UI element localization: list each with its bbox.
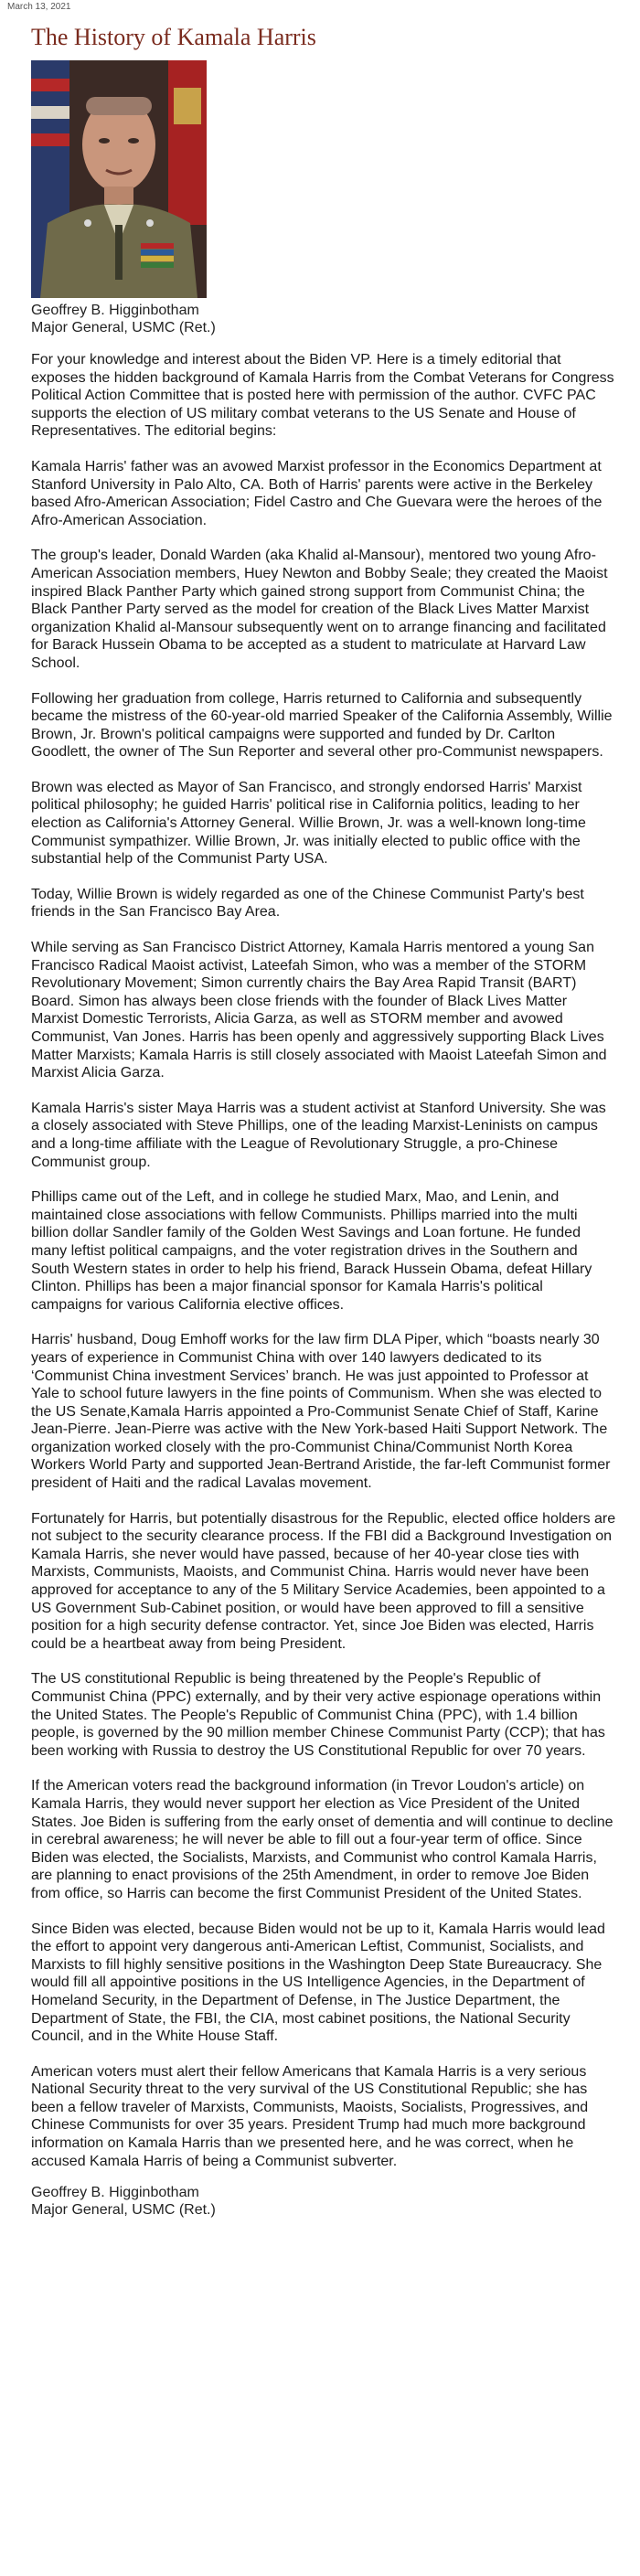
post-date: March 13, 2021: [7, 2, 71, 12]
paragraph: For your knowledge and interest about the Biden VP. Here is a timely editorial that exposes the hidden background of Kamala Harris from the Combat Veterans for Congress Political Action Committee that is posted here with permission of the author. CVFC PAC supports the election of US military combat veterans to the US Senate and House of Representatives. The editorial begins:: [31, 352, 614, 440]
paragraph: Kamala Harris' father was an avowed Marxist professor in the Economics Department at Stanford University in Palo Alto, CA. Both of Harris' parents were active in the Berkeley based Afro-American Association; Fidel Castro and Che Guevara were the heroes of the Afro-American Association.: [31, 458, 603, 528]
paragraph: American voters must alert their fellow Americans that Kamala Harris is a very serious National Security threat to the very survival of the US Constitutional Republic; she has been a fellow traveler of Marxists, Communists, Maoists, Socialists, Progressives, and Chinese Communists for over 35 years. President Trump had much more background information on Kamala Harris than we presented here, and he was correct, when he accused Kamala Harris of being a Communist subverter.: [31, 2063, 589, 2169]
paragraph: Fortunately for Harris, but potentially disastrous for the Republic, elected office holders are not subject to the security clearance process. If the FBI did a Background Investigation on Kamala Harris, she never would have passed, because of her 40-year close ties with Marxists, Communists, Maoists, and Communist China. Harris would never have been approved for acceptance to any of the 5 Military Service Academies, been appointed to a US Government Sub-Cabinet position, or would have been approved to fill a sensitive position for a high security defense contractor. Yet, since Joe Biden was elected, Harris could be a heartbeat away from being President.: [31, 1510, 616, 1652]
author-name: Geoffrey B. Higginbotham: [31, 2185, 199, 2201]
article-title: The History of Kamala Harris: [31, 24, 316, 50]
paragraph: The group's leader, Donald Warden (aka Khalid al-Mansour), mentored two young Afro-American Association members, Huey Newton and Bobby Seale; they created the Maoist inspired Black Panther Party which gained strong support from Communist China; the Black Panther Party served as the model for creation of the Black Lives Matter Marxist organization Khalid al-Mansour subsequently went on to arrange financing and facilitated for Barack Hussein Obama to be accepted as a student to matriculate at Harvard Law School.: [31, 548, 608, 671]
article: [31, 16, 616, 2219]
author-signature-bottom: [31, 2184, 616, 2219]
author-signature-top: [31, 302, 616, 336]
paragraph: The US constitutional Republic is being threatened by the People's Republic of Communist China (PPC) externally, and by their very active espionage operations within the United States. The People's Republic of Communist China (PPC), with 1.4 billion people, is governed by the 90 million member Chinese Communist Party (CCP); that has been working with Russia to destroy the US Constitutional Republic for over 70 years.: [31, 1671, 605, 1759]
author-name: Geoffrey B. Higginbotham: [31, 303, 199, 318]
paragraph: Following her graduation from college, Harris returned to California and subsequently became the mistress of the 60-year-old married Speaker of the California Assembly, Willie Brown, Jr. Brown's political campaigns were supported and funded by Dr. Carlton Goodlett, the owner of The Sun Reporter and several other pro-Communist newspapers.: [31, 690, 613, 761]
author-rank: Major General, USMC (Ret.): [31, 2202, 216, 2219]
paragraph: Harris' husband, Doug Emhoff works for the law firm DLA Piper, which “boasts nearly 30 years of experience in Communist China with over 140 lawyers dedicated to its ‘Communist China investment Services’ branch. He was just appointed to Professor at Yale to school future lawyers in the fine points of Communism. When she was elected to the US Senate,Kamala Harris appointed a Pro-Communist Senate Chief of Staff, Karine Jean-Pierre. Jean-Pierre was active with the New York-based Haiti Support Network. The organization worked closely with the pro-Communist China/Communist North Korea Workers World Party and supported Jean-Bertrand Aristide, the far-left Communist former president of Haiti and the radical Lavalas movement.: [31, 1332, 611, 1492]
paragraph: Phillips came out of the Left, and in college he studied Marx, Mao, and Lenin, and maintained close associations with fellow Communists. Phillips married into the multi billion dollar Sandler family of the Golden West Savings and Loan fortune. He funded many leftist political campaigns, and the voter registration drives in the Southern and South Western states in order to help his friend, Barack Hussein Obama, defeat Hillary Clinton. Phillips has been a major financial sponsor for Kamala Harris's political campaigns for various California elective offices.: [31, 1189, 592, 1313]
paragraph: While serving as San Francisco District Attorney, Kamala Harris mentored a young San Francisco Radical Maoist activist, Lateefah Simon, who was a member of the STORM Revolutionary Movement; Simon currently chairs the Bay Area Rapid Transit (BART) Board. Simon has always been close friends with the founder of Black Lives Matter Marxist Domestic Terrorists, Alicia Garza, as well as STORM member and avowed Communist, Van Jones. Harris has been openly and aggressively supporting Black Lives Matter Marxists; Kamala Harris is still closely associated with Maoist Lateefah Simon and Marxist Alicia Garza.: [31, 940, 607, 1081]
author-rank: Major General, USMC (Ret.): [31, 320, 216, 335]
author-photo: [31, 60, 207, 298]
paragraph: Today, Willie Brown is widely regarded as one of the Chinese Communist Party's best friends in the San Francisco Bay Area.: [31, 886, 584, 921]
paragraph: Since Biden was elected, because Biden would not be up to it, Kamala Harris would lead the effort to appoint very dangerous anti-American Leftist, Communist, Socialists, and Marxists to fill highly sensitive positions in the Washington Deep State Bureaucracy. She would fill all appointive positions in the US Intelligence Agencies, in the Department of Homeland Security, in the Department of Defense, in The Justice Department, the Department of State, the FBI, the CIA, most cabinet positions, the National Security Council, and in the White House Staff.: [31, 1921, 605, 2045]
paragraph: If the American voters read the background information (in Trevor Loudon's article) on Kamala Harris, they would never support her election as Vice President of the United States. Joe Biden is suffering from the early onset of dementia and will continue to decline in cerebral awareness; he will never be able to fill out a four-year term of office. Since Biden was elected, the Socialists, Marxists, and Communist who control Kamala Harris, are planning to enact provisions of the 25th Amendment, in order to remove Joe Biden from office, so Harris can become the first Communist President of the United States.: [31, 1778, 613, 1901]
paragraph: Kamala Harris's sister Maya Harris was a student activist at Stanford University. She was a closely associated with Steve Phillips, one of the leading Marxist-Leninists on campus and a long-time affiliate with the League of Revolutionary Struggle, a pro-Chinese Communist group.: [31, 1100, 606, 1170]
paragraph: Brown was elected as Mayor of San Francisco, and strongly endorsed Harris' Marxist political philosophy; he guided Harris' political rise in California politics, leading to her election as California's Attorney General. Willie Brown, Jr. was a well-known long-time Communist sympathizer. Willie Brown, Jr. was initially elected to public office with the substantial help of the Communist Party USA.: [31, 779, 586, 868]
